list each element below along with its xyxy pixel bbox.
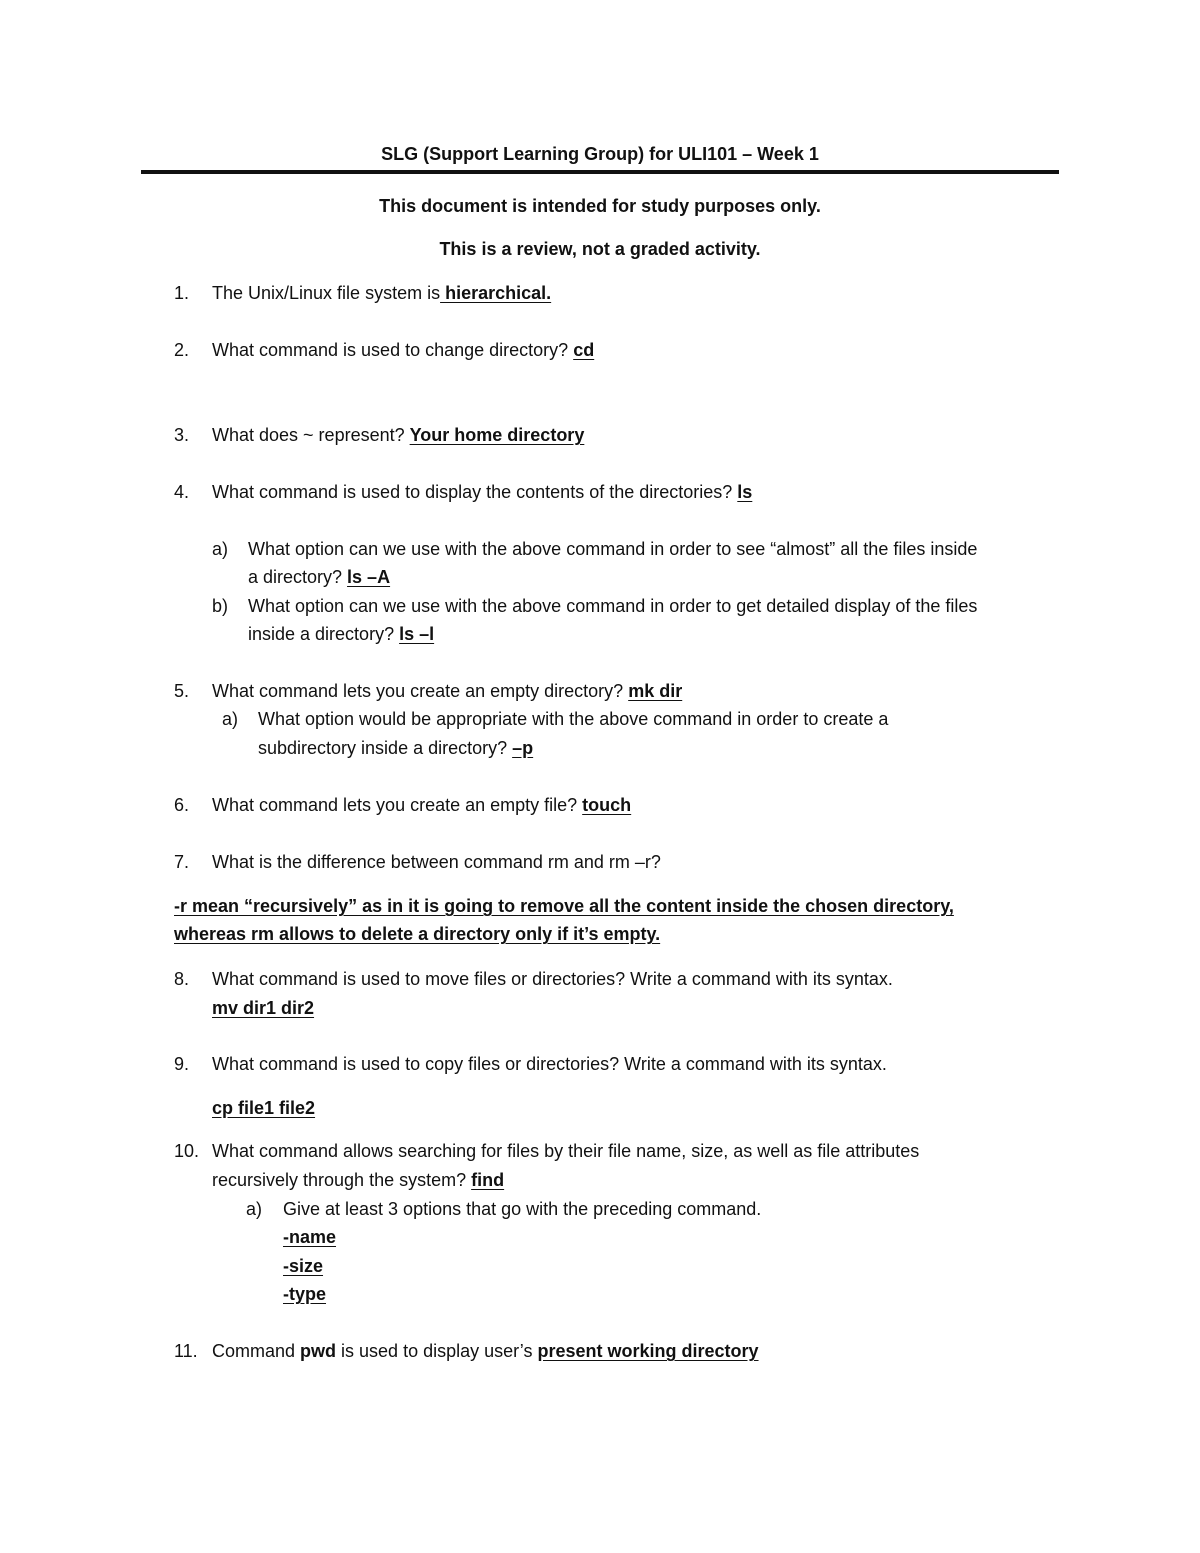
q5a-label: a) [222, 709, 239, 729]
q5-number: 5. [174, 681, 190, 701]
q4-text: What command is used to display the contents of the directories? [212, 482, 738, 502]
q5a-text-line1: What option would be appropriate with the above command in order to create a [258, 709, 889, 729]
q11-number: 11. [174, 1341, 198, 1361]
intro-line-1: This document is intended for study purposes only. [379, 196, 821, 216]
q7-answer-line1: -r mean “recursively” as in it is going to remove all the content inside the chosen directory, [174, 896, 954, 916]
q1-number: 1. [174, 283, 190, 303]
q2-line [212, 340, 594, 361]
q11-line [212, 1341, 759, 1362]
q5a-line2 [258, 738, 533, 759]
q9-answer: cp file1 file2 [212, 1098, 316, 1118]
q10a-option: -type [283, 1284, 327, 1304]
q6-answer: touch [582, 795, 632, 815]
q8-answer: mv dir1 dir2 [212, 998, 315, 1018]
q4a-text-line2: a directory? [248, 567, 348, 587]
q1-answer: hierarchical. [440, 283, 552, 303]
q10-answer: find [471, 1170, 505, 1190]
q11-text-pre: Command [212, 1341, 301, 1361]
q3-text: What does ~ represent? [212, 425, 410, 445]
q4-number: 4. [174, 482, 190, 502]
q4a-text-line1: What option can we use with the above command in order to see “almost” all the files inside [248, 539, 978, 559]
q4a-label: a) [212, 539, 229, 559]
q10-text-line1: What command allows searching for files by their file name, size, as well as file attributes [212, 1141, 920, 1161]
q10-text-line2: recursively through the system? [212, 1170, 472, 1190]
q8-number: 8. [174, 969, 190, 989]
q6-number: 6. [174, 795, 190, 815]
q5a-text-line2: subdirectory inside a directory? [258, 738, 513, 758]
q11-command: pwd [300, 1341, 337, 1361]
q2-number: 2. [174, 340, 190, 360]
q2-text: What command is used to change directory? [212, 340, 574, 360]
q6-text: What command lets you create an empty file? [212, 795, 583, 815]
q9-number: 9. [174, 1054, 190, 1074]
q11-answer: present working directory [537, 1341, 759, 1361]
q5-line [212, 681, 682, 702]
q4b-answer: ls –l [399, 624, 435, 644]
q3-answer: Your home directory [409, 425, 585, 445]
q5-answer: mk dir [628, 681, 683, 701]
q11-text-mid: is used to display user’s [336, 1341, 538, 1361]
q10a-label: a) [246, 1199, 263, 1219]
q7-number: 7. [174, 852, 190, 872]
q5-text: What command lets you create an empty directory? [212, 681, 629, 701]
q7-text: What is the difference between command rm and rm –r? [212, 852, 661, 872]
document-title: SLG (Support Learning Group) for ULI101 – Week 1 [381, 144, 819, 164]
q1-line [212, 283, 551, 304]
q4-answer: ls [737, 482, 753, 502]
q4b-label: b) [212, 596, 229, 616]
q3-number: 3. [174, 425, 190, 445]
q4-line [212, 482, 752, 503]
q10-number: 10. [174, 1141, 200, 1161]
q4a-line2 [248, 567, 390, 588]
q4b-text-line2: inside a directory? [248, 624, 400, 644]
q6-line [212, 795, 631, 816]
intro-line-2: This is a review, not a graded activity. [439, 239, 761, 259]
q10a-option: -size [283, 1256, 324, 1276]
q1-text: The Unix/Linux file system is [212, 283, 441, 303]
q10-line2 [212, 1170, 504, 1191]
q5a-answer: –p [512, 738, 534, 758]
q4a-answer: ls –A [347, 567, 391, 587]
q2-answer: cd [573, 340, 595, 360]
q10a-option: -name [283, 1227, 337, 1247]
q8-text: What command is used to move files or directories? Write a command with its syntax. [212, 969, 893, 989]
title-divider [141, 170, 1059, 174]
q7-answer-line2: whereas rm allows to delete a directory only if it’s empty. [174, 924, 661, 944]
q10a-text: Give at least 3 options that go with the preceding command. [283, 1199, 762, 1219]
q9-text: What command is used to copy files or directories? Write a command with its syntax. [212, 1054, 887, 1074]
q4b-line2 [248, 624, 434, 645]
q4b-text-line1: What option can we use with the above command in order to get detailed display of the files [248, 596, 978, 616]
q3-line [212, 425, 584, 446]
